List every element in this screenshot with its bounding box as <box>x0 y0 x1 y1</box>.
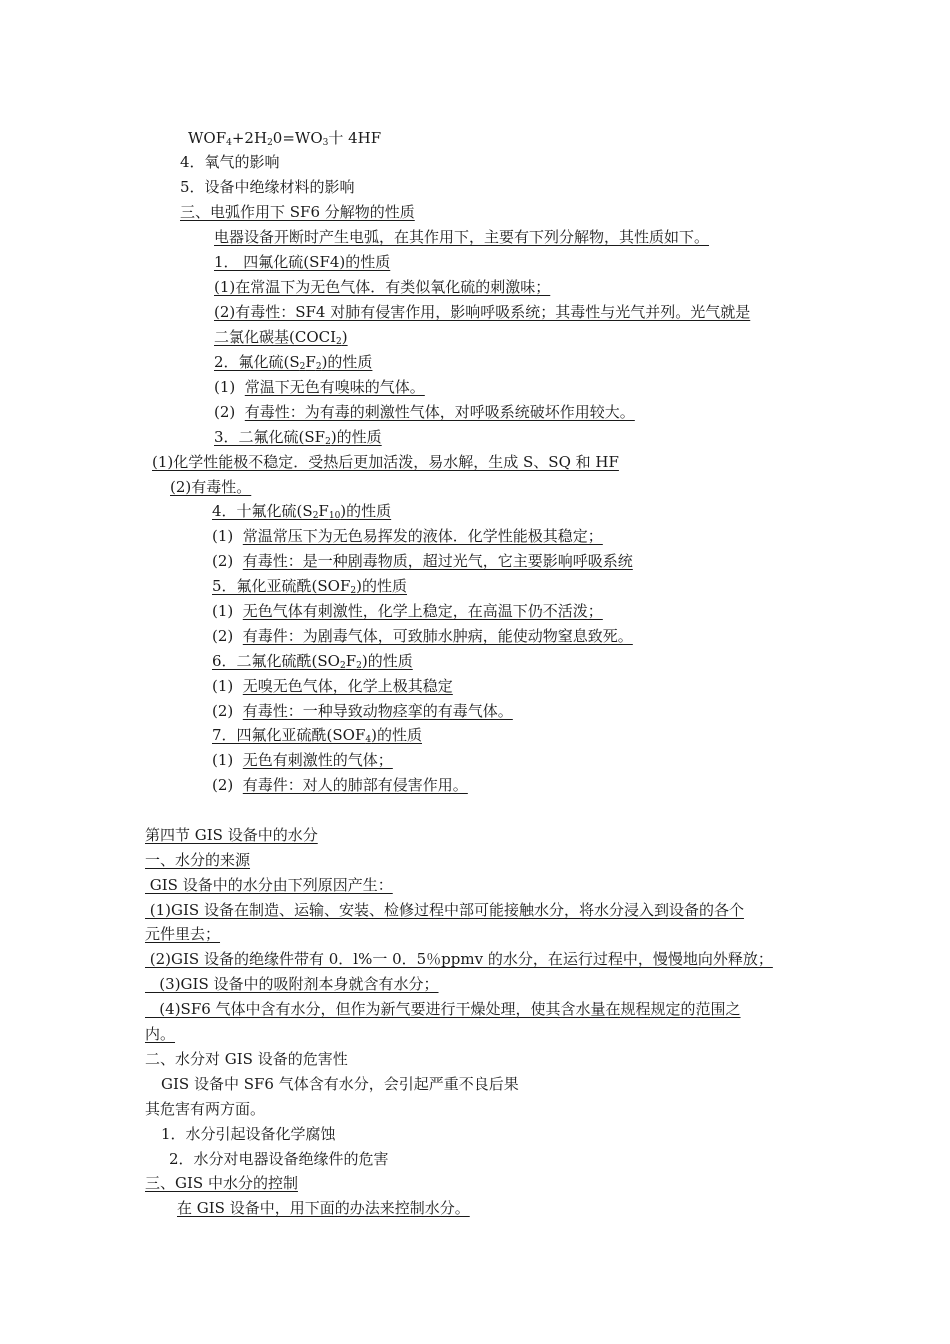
sf2-property-1: (1)化学性能极不稳定．受热后更加活泼，易水解，生成 S、SQ 和 HF <box>152 453 619 471</box>
water-hazard-heading: 二、水分对 GIS 设备的危害性 <box>145 1050 348 1068</box>
water-hazard-item-2: 2．水分对电器设备绝缘件的危害 <box>169 1150 389 1168</box>
s2f10-heading: 4．十氟化硫$(S_2F_{10})$的性质 <box>212 502 392 521</box>
sf4-property-2: (2)有毒性：SF4 对肺有侵害作用，影响呼吸系统；其毒性与光气并列。光气就是 <box>214 303 751 321</box>
sf4-property-2-cont: 二氯化碳基$(COCI_2)$ <box>214 328 348 347</box>
section-arc-decomposition-heading: 三、电弧作用下 SF6 分解物的性质 <box>180 203 415 221</box>
sof4-property-1: (1) 无色有刺激性的气体； <box>212 751 393 769</box>
s2f10-property-1: (1) 常温常压下为无色易挥发的液体．化学性能极其稳定； <box>212 527 603 545</box>
so2f2-heading: 6．二氟化硫酰$(SO_2F_2)$的性质 <box>212 652 413 671</box>
water-hazard-para-2: 其危害有两方面。 <box>145 1100 266 1118</box>
so2f2-property-1: (1) 无嗅无色气体，化学上极其稳定 <box>212 677 453 695</box>
sof2-property-2: (2) 有毒件：为剧毒气体，可致肺水肿病，能使动物窒息致死。 <box>212 627 633 645</box>
sof2-heading: 5．氟化亚硫酰$(SOF_2)$的性质 <box>212 577 407 596</box>
water-source-heading: 一、水分的来源 <box>145 851 251 869</box>
sf4-heading: 1． 四氟化硫(SF4)的性质 <box>214 253 391 271</box>
s2f2-property-1: (1) 常温下无色有嗅味的气体。 <box>214 378 425 396</box>
water-source-4: (4)SF6 气体中含有水分，但作为新气要进行干燥处理，使其含水量在规程规定的范围之 <box>145 1000 741 1018</box>
water-source-4-cont: 内。 <box>145 1025 176 1043</box>
water-hazard-item-1: 1．水分引起设备化学腐蚀 <box>161 1125 336 1143</box>
s2f2-heading: 2．氟化硫$(S_2F_2)$的性质 <box>214 353 373 372</box>
sf4-property-1: (1)在常温下为无色气体．有类似氧化硫的刺激味； <box>214 278 551 296</box>
sof4-heading: 7．四氟化亚硫酰$(SOF_4)$的性质 <box>212 726 422 745</box>
so2f2-property-2: (2) 有毒性：一种导致动物痉挛的有毒气体。 <box>212 702 513 720</box>
s2f10-property-2: (2) 有毒性：是一种剧毒物质，超过光气，它主要影响呼吸系统 <box>212 552 633 570</box>
section-4-title: 第四节 GIS 设备中的水分 <box>145 826 318 844</box>
sof4-property-2: (2) 有毒件：对人的肺部有侵害作用。 <box>212 776 468 794</box>
water-source-3: (3)GIS 设备中的吸附剂本身就含有水分； <box>145 975 439 993</box>
water-hazard-para-1: GIS 设备中 SF6 气体含有水分，会引起严重不良后果 <box>161 1075 519 1093</box>
water-source-intro: GIS 设备中的水分由下列原因产生： <box>145 876 393 894</box>
water-source-1-cont: 元件里去； <box>145 925 221 943</box>
section-arc-intro: 电器设备开断时产生电弧，在其作用下，主要有下列分解物，其性质如下。 <box>214 228 710 246</box>
sf2-property-2: (2)有毒性。 <box>170 478 252 496</box>
item-oxygen-effect: 4．氧气的影响 <box>180 153 280 171</box>
sf2-heading: 3．二氟化硫$(SF_2)$的性质 <box>214 428 382 447</box>
water-source-2: (2)GIS 设备的绝缘件带有 0．l%一 0．5％ppmv 的水分，在运行过程中，慢慢地向外释放； <box>145 950 773 968</box>
s2f2-property-2: (2) 有毒性：为有毒的刺激性气体，对呼吸系统破坏作用较大。 <box>214 403 635 421</box>
equation-wof4-hydrolysis: $WOF_4+2H_20=WO_3$十 4HF <box>188 129 382 148</box>
water-control-heading: 三、GIS 中水分的控制 <box>145 1174 298 1192</box>
water-source-1: (1)GIS 设备在制造、运输、安装、检修过程中部可能接触水分，将水分浸入到设备的各个 <box>145 901 744 919</box>
item-insulation-effect: 5．设备中绝缘材料的影响 <box>180 178 355 196</box>
sof2-property-1: (1) 无色气体有刺激性，化学上稳定，在高温下仍不活泼； <box>212 602 603 620</box>
water-control-intro: 在 GIS 设备中，用下面的办法来控制水分。 <box>177 1199 470 1217</box>
